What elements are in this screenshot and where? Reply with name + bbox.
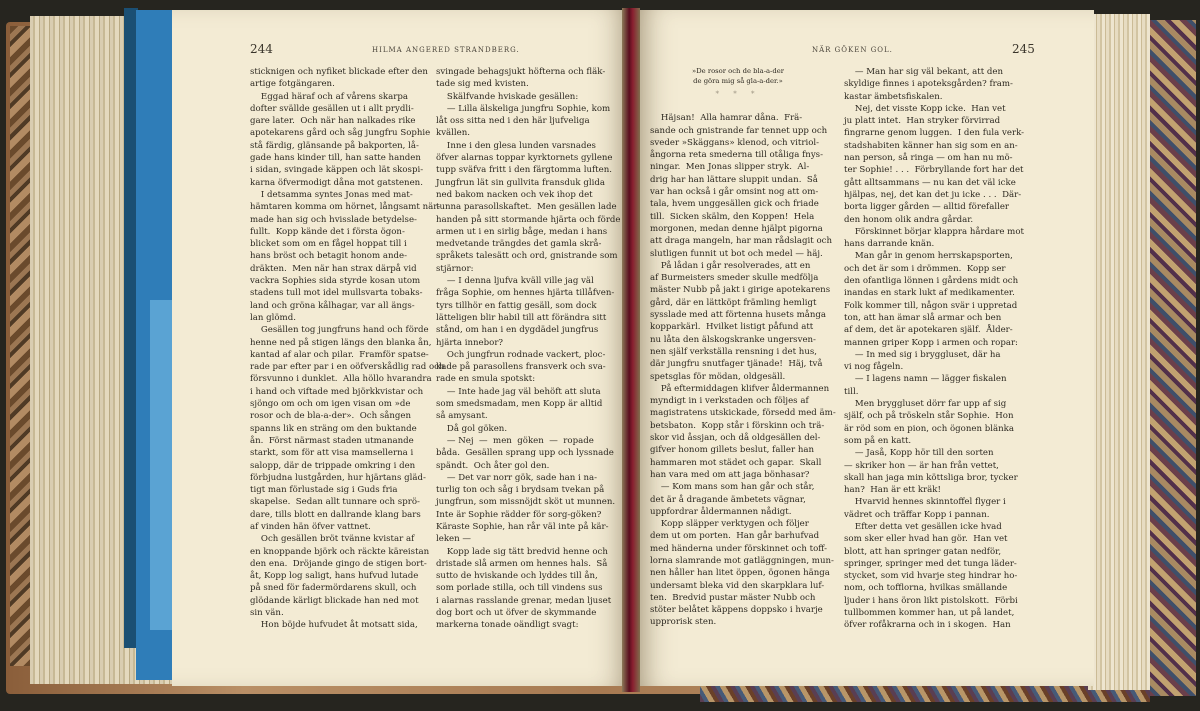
- text-line: ån. Först närmast staden utmanande: [250, 435, 414, 446]
- text-line: en knoppande björk och räckte käreistan: [250, 546, 430, 557]
- text-line: var han också i går omsint nog att om-: [650, 187, 819, 198]
- text-line: kade på parasollens fransverk och sva-: [436, 362, 606, 373]
- text-line: mäster Nubb på jakt i girige apotekarens: [650, 285, 831, 296]
- text-line: åt, Kopp log saligt, hans hufvud lutade: [250, 571, 419, 582]
- text-line: tade sig med kvisten.: [436, 79, 529, 90]
- text-line: skall han jaga min köttsliga bror, tycker: [844, 472, 1018, 483]
- poem-line: »De rosor och de bla-a-der: [692, 67, 784, 75]
- text-line: tigt man förlustade sig i Guds fria: [250, 485, 398, 496]
- text-line: ten. Bredvid pustar mäster Nubb och: [650, 592, 816, 603]
- text-line: sveder »Skäggans» klenod, och vitriol-: [650, 137, 820, 148]
- text-line: turlig ton och såg i brydsam tvekan på: [436, 485, 605, 496]
- text-line: Förskinnet börjar klappra hårdare mot: [844, 226, 1024, 237]
- text-line: Och gesällen bröt tvänne kvistar af: [250, 534, 415, 545]
- text-line: båda. Gesällen sprang upp och lyssnade: [436, 448, 614, 459]
- text-line: dare, tills blott en dallrande klang bars: [250, 509, 421, 520]
- text-line: gade hans kinder till, han satte handen: [250, 153, 421, 164]
- text-line: det är å dragande ämbetets vägnar,: [650, 494, 806, 505]
- text-line: i hand och viftade med björkkvistar och: [250, 386, 424, 397]
- text-line: hans darrande knän.: [844, 239, 935, 250]
- marbled-cover-right: [1148, 20, 1196, 696]
- text-line: rosor och de bla-a-der». Och sången: [250, 411, 412, 422]
- text-line: gård, där en lättköpt främling hemligt: [650, 297, 817, 308]
- text-line: till.: [844, 386, 859, 397]
- text-line: Kopp lade sig tätt bredvid henne och: [436, 546, 608, 557]
- text-line: på sned för fadermördarens skull, och: [250, 583, 417, 594]
- text-line: betsbaton. Kopp står i förskinn och trä-: [650, 420, 825, 431]
- text-line: språkets talesätt och ord, gnistrande som: [436, 251, 618, 262]
- text-line: dofter svällde gesällen ut i allt prydli-: [250, 103, 414, 114]
- text-line: markerna tonade oändligt svagt:: [436, 620, 579, 631]
- text-line: borta ligger gården — alltid förefaller: [844, 202, 1010, 213]
- text-line: och det är som i drömmen. Kopp ser: [844, 263, 1006, 274]
- text-line: spetsglas för mödan, oldgesäll.: [650, 371, 786, 382]
- text-line: lorna slamrande mot gatläggningen, mun-: [650, 555, 834, 566]
- text-line: undersamt bleka vid den skarpklara luf-: [650, 580, 825, 591]
- text-line: springer, springer med det tunga läder-: [844, 558, 1017, 569]
- text-line: Folk kommer till, någon svär i uppretad: [844, 300, 1018, 311]
- text-line: Och jungfrun rodnade vackert, ploc-: [436, 349, 606, 360]
- text-line: Man går in genom herrskapsporten,: [844, 251, 1013, 262]
- text-line: stjärnor:: [436, 263, 474, 274]
- text-line: lätteligen blir habil till att förändra sitt: [436, 312, 607, 323]
- text-line: svingade behagsjukt höfterna och fläk-: [436, 67, 606, 77]
- text-line: spändt. Och åter gol den.: [436, 460, 550, 471]
- text-line: spanns lik en sträng om den buktande: [250, 423, 417, 434]
- text-line: gare later. Och när han nalkades rike: [250, 116, 416, 127]
- text-line: salopp, där de trippade omkring i den: [250, 460, 416, 471]
- text-line: — Kom mans som han går och står,: [650, 482, 815, 493]
- text-line: mannen griper Kopp i armen och ropar:: [844, 337, 1018, 348]
- text-line: tyrs tillhör en fattig gesäll, som dock: [436, 300, 597, 311]
- text-line: kopparkärl. Hvilket listigt påfund att: [650, 322, 814, 333]
- text-line: leken —: [436, 534, 471, 545]
- text-line: dristade slå armen om hennes hals. Så: [436, 558, 608, 569]
- text-line: I detsamma syntes Jonas med mat-: [250, 189, 413, 200]
- section-ornament: * * *: [715, 90, 761, 98]
- text-line: Inte är Sophie rädder för sorg-göken?: [436, 509, 602, 520]
- text-line: Gesällen tog jungfruns hand och förde: [250, 325, 429, 336]
- text-line: sticknigen och nyfiket blickade efter den: [250, 67, 428, 77]
- text-line: af vinden hän öfver vattnet.: [250, 521, 371, 532]
- text-line: förbjudna lustgården, hur hjärtans gläd-: [250, 472, 426, 483]
- text-line: morgonen, medan denne hjälpt pigorna: [650, 223, 823, 234]
- text-line: skapelse. Sedan allt tunnare och sprö-: [250, 497, 420, 508]
- text-line: hammaren mot städet och gapar. Skall: [650, 457, 822, 468]
- page-number-right: 245: [1012, 42, 1035, 56]
- text-line: — I lagens namn — lägger fiskalen: [844, 374, 1007, 385]
- text-line: ju platt intet. Han stryker förvirrad: [844, 116, 1001, 127]
- text-line: till. Sicken skälm, den Koppen! Hela: [650, 211, 815, 222]
- text-line: är röd som en pion, och ögonen blänka: [844, 423, 1014, 434]
- text-line: hjälpas, nej, det kan det ju icke . . . Där-: [844, 189, 1022, 200]
- text-line: i alarnas rasslande grenar, medan ljuset: [436, 595, 612, 606]
- book-spine-gutter: [622, 8, 640, 692]
- text-line: ljuder i hans öron likt pistolskott. Förbi: [844, 595, 1018, 606]
- text-line: stadshabiten känner han sig som en an-: [844, 140, 1018, 151]
- text-line: handen på sitt stormande hjärta och förde: [436, 214, 621, 225]
- text-line: Då gol göken.: [436, 423, 508, 434]
- text-line: Hvarvid hennes skinntoffel flyger i: [844, 497, 1006, 508]
- text-line: sin vän.: [250, 608, 284, 619]
- text-line: — skriker hon — är han från vettet,: [844, 460, 999, 471]
- text-line: hjärta innebor?: [436, 337, 504, 348]
- text-line: i sidan, svingade käppen och lät skospi-: [250, 165, 424, 176]
- text-line: kvällen.: [436, 128, 471, 139]
- text-line: jungfrun, som missnöjdt sköt ut munnen.: [436, 497, 616, 508]
- left-page-column-1: [250, 66, 445, 632]
- text-line: glödande kärligt blickade han ned mot: [250, 595, 419, 606]
- text-line: själf, och på tröskeln står Sophie. Hon: [844, 411, 1014, 422]
- text-line: henne ned på stigen längs den blanka ån,: [250, 337, 432, 348]
- text-line: nan person, så ringa — om han nu mö-: [844, 153, 1013, 164]
- text-line: Men bryggluset dörr far upp af sig: [844, 399, 1007, 410]
- text-line: starkt, som för att visa mamsellerna i: [250, 448, 414, 459]
- text-line: dog bort och ut öfver de skymmande: [436, 608, 597, 619]
- text-line: dräkten. Men när han strax därpå vid: [250, 263, 417, 274]
- text-line: där jungfru snutfager tjänade! Häj, två: [650, 359, 823, 370]
- text-line: som på en katt.: [844, 435, 912, 446]
- text-line: slutligen funnit ut bot och medel — häj.: [650, 248, 823, 259]
- text-line: made han sig och hvisslade betydelse-: [250, 214, 417, 225]
- text-line: nom, och tofflorna, hvilkas smällande: [844, 583, 1008, 594]
- text-line: sysslade med att förtenna husets många: [650, 310, 827, 321]
- text-line: låt oss sitta ned i den här ljufveliga: [436, 116, 590, 127]
- text-line: af dem, det är apotekaren själf. Ålder-: [844, 325, 1013, 336]
- text-line: öfver rofåkrarna och in i skogen. Han: [844, 620, 1011, 631]
- text-line: ter Sophie! . . . Förbryllande fort har det: [844, 165, 1024, 176]
- text-line: vädret och träffar Kopp i pannan.: [844, 509, 990, 520]
- text-line: nen själf verkställa rensning i det hus,: [650, 346, 817, 357]
- text-line: — Det var norr gök, sade han i na-: [436, 472, 598, 483]
- right-page-column-1: [650, 66, 836, 629]
- text-line: myndigt in i verkstaden och följes af: [650, 396, 809, 407]
- text-line: skor vid åssjan, och då oldgesällen del-: [650, 433, 821, 444]
- text-line: Skälfvande hviskade gesällen:: [436, 91, 579, 102]
- text-line: med händerna under förskinnet och toff-: [650, 543, 827, 554]
- blue-insert-sheet-light: [150, 300, 172, 630]
- text-line: tunna parasollskaftet. Men gesällen lade: [436, 202, 617, 213]
- running-head-right: NÄR GÖKEN GOL.: [812, 46, 893, 54]
- text-line: ton, att han ämar slå armar och ben: [844, 312, 1002, 323]
- text-line: hans bröst och betagit honom ande-: [250, 251, 408, 262]
- text-line: Eggad häraf och af vårens skarpa: [250, 91, 408, 102]
- text-line: Efter detta vet gesällen icke hvad: [844, 521, 1002, 532]
- text-line: rade par efter par i en oöfverskådlig rad och: [250, 362, 445, 373]
- marbled-cover-bottom: [700, 684, 1150, 702]
- text-line: uppfordrar åldermannen nådigt.: [650, 506, 792, 517]
- text-line: fingrarne genom luggen. I den fula verk-: [844, 128, 1025, 139]
- text-line: stadens tull mot idel mullsvarta tobaks-: [250, 288, 423, 299]
- text-line: karna öfvermodigt dåna mot gatstenen.: [250, 177, 423, 188]
- text-line: På eftermiddagen klifver åldermannen: [650, 383, 830, 394]
- text-line: Hon böjde hufvudet åt motsatt sida,: [250, 620, 418, 631]
- text-line: nen håller han litet öppen, ögonen hänga: [650, 568, 830, 579]
- text-line: — Jaså, Kopp hör till den sorten: [844, 448, 994, 459]
- text-line: han vara med om att jaga bönhasar?: [650, 469, 810, 480]
- text-line: öfver alarnas toppar kyrktornets gyllene: [436, 153, 613, 164]
- text-line: hämtaren komma om hörnet, långsamt när-: [250, 202, 441, 213]
- text-line: ångorna reta smederna till otåliga fnys-: [650, 150, 823, 161]
- text-line: försvunno i dunklet. Alla höllo hvarandra: [250, 374, 432, 385]
- text-line: den ofantliga lönnen i gårdens midt och: [844, 276, 1019, 287]
- text-line: han? Han är ett kräk!: [844, 485, 941, 496]
- text-line: sutto de hviskande och lyddes till ån,: [436, 571, 598, 582]
- text-line: dem ut om porten. Han går barhufvad: [650, 531, 820, 542]
- text-line: vi nog fågeln.: [844, 362, 904, 373]
- text-line: stånd, om han i en dygdädel jungfrus: [436, 325, 599, 336]
- text-line: vackra Sophies sida styrde kosan utom: [250, 276, 421, 287]
- text-line: af Burmeisters smeder skulle medfölja: [650, 273, 819, 284]
- text-line: som sker eller hvad han gör. Han vet: [844, 534, 1008, 545]
- text-line: Jungfrun lät sin gullvita fransduk glida: [436, 177, 605, 188]
- text-line: Kopp släpper verktygen och följer: [650, 519, 809, 530]
- text-line: gått alltsammans — nu kan det väl icke: [844, 177, 1016, 188]
- text-line: upprorisk sten.: [650, 617, 717, 628]
- text-line: — I denna ljufva kväll ville jag väl: [436, 276, 594, 287]
- text-line: magistratens utskickade, försedd med äm-: [650, 408, 836, 419]
- text-line: kantad af alar och pilar. Framför spatse-: [250, 349, 429, 360]
- text-line: stöter belåtet käppens doppsko i hvarje: [650, 605, 823, 616]
- text-line: armen ut i en sirlig båge, medan i hans: [436, 226, 608, 237]
- right-page-column-2: [844, 66, 1025, 632]
- text-line: gifver honom gillets beslut, faller han: [650, 445, 815, 456]
- text-line: tupp sväfva fritt i den färgtomma luften.: [436, 165, 612, 176]
- text-line: kastar ämbetsfiskalen.: [844, 91, 943, 102]
- text-line: så amysant.: [436, 411, 488, 422]
- left-page-column-2: [436, 66, 621, 632]
- text-line: skyldige finnes i apoteksgården? fram-: [844, 79, 1013, 90]
- page-number-left: 244: [250, 42, 273, 56]
- text-line: nu låta den älskogskranke ungersven-: [650, 334, 816, 345]
- page-block-right: [1088, 14, 1150, 690]
- text-line: Käraste Sophie, han rår väl inte på kär-: [436, 521, 609, 532]
- text-line: — Man har sig väl bekant, att den: [844, 67, 1004, 77]
- text-line: — Inte hade jag väl behöft att sluta: [436, 386, 601, 397]
- text-line: blott, att han springer gatan nedför,: [844, 546, 1002, 557]
- text-line: — Nej — men göken — ropade: [436, 435, 594, 446]
- text-line: tullbommen kommer han, ut på landet,: [844, 608, 1015, 619]
- text-line: inandas en stark lukt af medikamenter.: [844, 288, 1015, 299]
- text-line: rade en smula spotskt:: [436, 374, 536, 385]
- text-line: På lådan i går resolverades, att en: [650, 260, 811, 271]
- text-line: som porlade stilla, och till vindens sus: [436, 583, 603, 594]
- text-line: den ena. Dröjande gingo de stigen bort-: [250, 558, 427, 569]
- text-line: tala, hvem unggesällen gick och friade: [650, 199, 819, 210]
- text-line: Nej, det visste Kopp icke. Han vet: [844, 103, 1006, 114]
- text-line: — Lilla älskeliga jungfru Sophie, kom: [436, 103, 611, 114]
- text-line: lan glömd.: [250, 312, 296, 323]
- text-line: ningar. Men Jonas slipper stryk. Al-: [650, 162, 810, 173]
- right-page: [634, 10, 1094, 686]
- text-line: sjöngo om och om igen visan om »de: [250, 399, 411, 410]
- text-line: att draga mangeln, har man rådslagit och: [650, 236, 833, 247]
- text-line: den honom olik andra gårdar.: [844, 214, 974, 225]
- text-line: blicket som om en fågel hoppat till i: [250, 239, 407, 250]
- text-line: artige fotgängaren.: [250, 79, 335, 90]
- text-line: — In med sig i bryggluset, där ha: [844, 349, 1001, 360]
- poem-line: de göra mig så gla-a-der.»: [693, 77, 783, 85]
- text-line: land och gröna kålhagar, var all ängs-: [250, 300, 415, 311]
- text-line: apotekarens gård och såg jungfru Sophie: [250, 128, 431, 139]
- left-page: [172, 10, 632, 686]
- running-head-left: HILMA ANGERED STRANDBERG.: [372, 46, 520, 54]
- text-line: stå färdig, glänsande på bakporten, lå-: [250, 140, 419, 151]
- text-line: Inne i den glesa lunden varsnades: [436, 140, 596, 151]
- text-line: Häjsan! Alla hamrar dåna. Frä-: [650, 113, 803, 124]
- text-line: drig har han lättare sluppit undan. Så: [650, 174, 818, 185]
- text-line: fullt. Kopp kände det i första ögon-: [250, 226, 405, 237]
- text-line: stycket, som vid hvarje steg hindrar ho-: [844, 571, 1018, 582]
- text-line: som smedsmadam, men Kopp är alltid: [436, 399, 603, 410]
- text-line: ned bakom nacken och vek ihop det: [436, 189, 593, 200]
- text-line: sande och gnistrande far tennet upp och: [650, 125, 828, 136]
- text-line: fråga Sophie, om hennes hjärta tillåfven-: [436, 288, 615, 299]
- text-line: medvetande trängdes det gamla skrå-: [436, 239, 602, 250]
